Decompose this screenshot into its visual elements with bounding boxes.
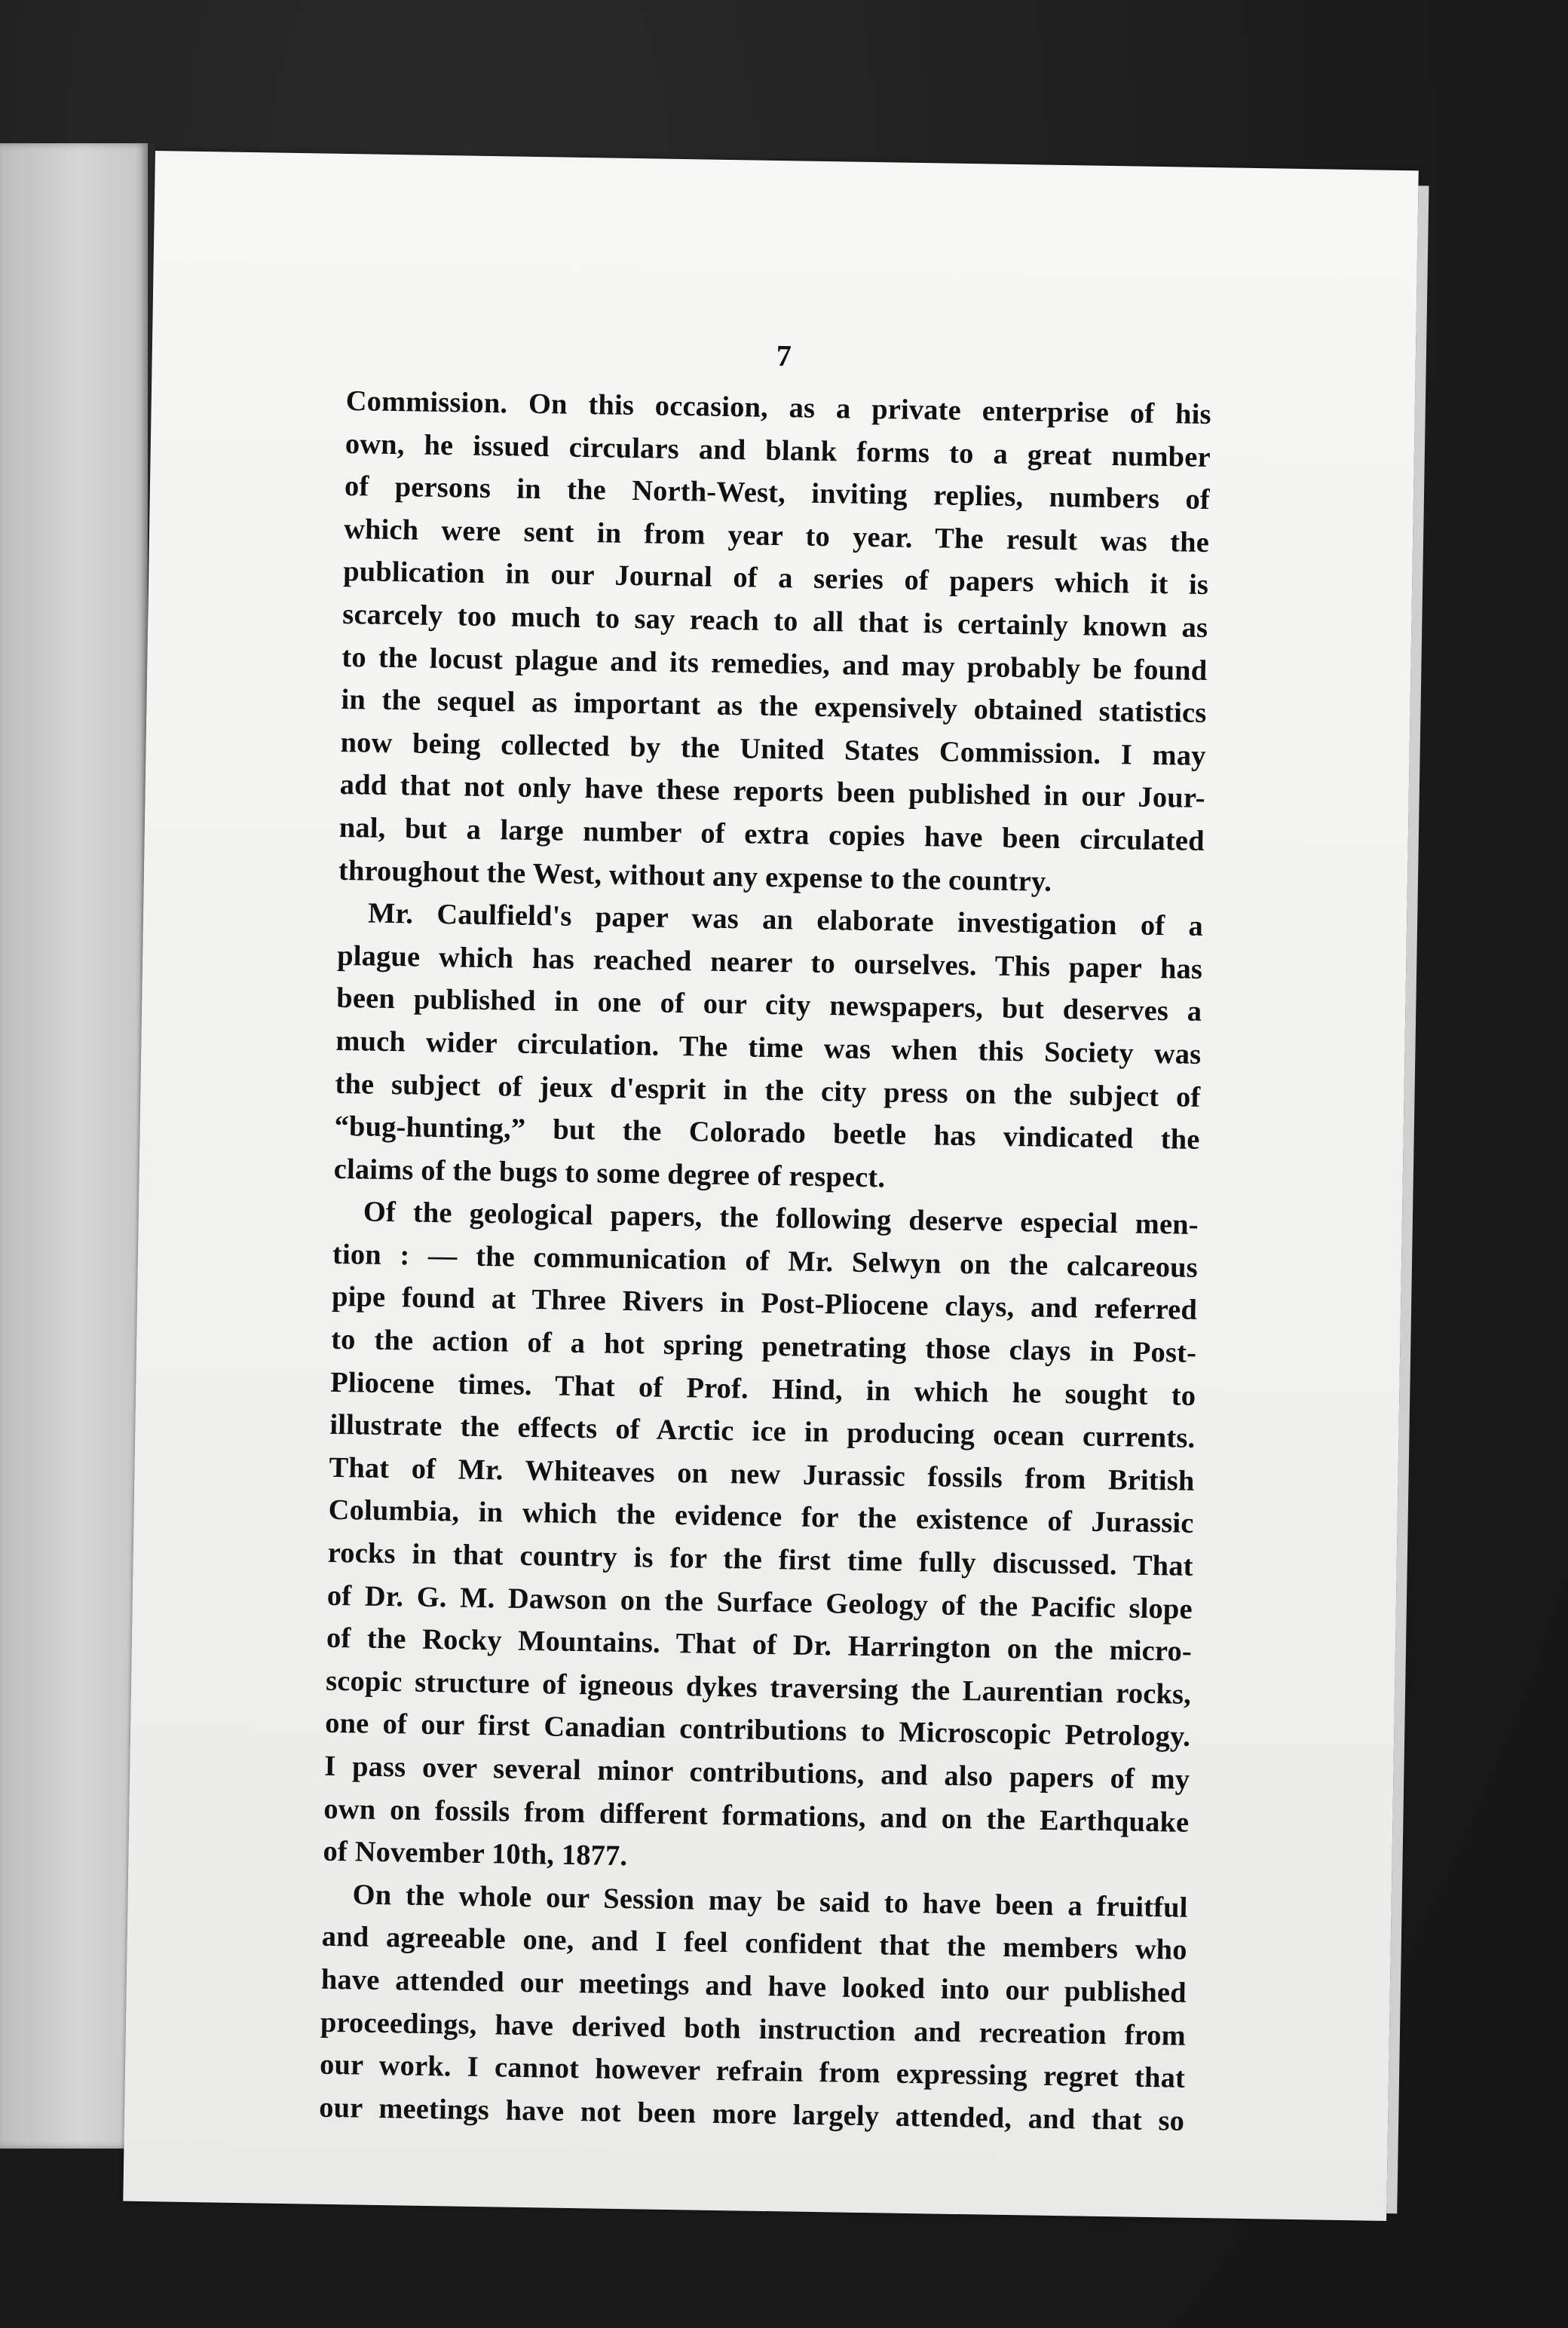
paragraph: [338, 380, 1212, 905]
text-line: which were sent in from year to year. The result was the: [343, 513, 1210, 559]
text-line: Mr. Caulfield's paper was an elaborate investigation of a: [367, 897, 1204, 943]
text-line: That of Mr. Whiteaves on new Jurassic fossils from British: [329, 1451, 1195, 1497]
text-line: the subject of jeux d'esprit in the city press on the subject of: [335, 1068, 1201, 1113]
text-line: have attended our meetings and have looked into our published: [320, 1963, 1187, 2009]
text-line: tion : — the communication of Mr. Selwyn on the calcareous: [332, 1238, 1199, 1284]
text-line: “bug-hunting,” but the Colorado beetle has vindicated the: [334, 1110, 1200, 1156]
text-line: illustrate the effects of Arctic ice in producing ocean currents.: [329, 1409, 1196, 1455]
text-line: pipe found at Three Rivers in Post-Pliocene clays, and referred: [331, 1281, 1198, 1327]
text-line: add that not only have these reports been published in our Jour-: [339, 769, 1206, 815]
text-line: claims of the bugs to some degree of respect.: [333, 1153, 886, 1194]
text-line: Pliocene times. That of Prof. Hind, in which he sought to: [330, 1366, 1196, 1412]
text-line: I pass over several minor contributions, and also papers of my: [324, 1750, 1190, 1796]
text-line: of November 10th, 1877.: [323, 1835, 628, 1873]
text-line: Columbia, in which the evidence for the existence of Jurassic: [328, 1494, 1194, 1540]
text-line: scarcely too much to say reach to all that is certainly known as: [342, 598, 1208, 644]
text-line: own on fossils from different formations, and on the Earthquake: [323, 1793, 1190, 1839]
text-line: our meetings have not been more largely attended, and that so: [318, 2091, 1185, 2137]
text-line: Of the geological papers, the following deserve especial men-: [363, 1196, 1199, 1242]
text-line: On the whole our Session may be said to have been a fruitful: [352, 1879, 1188, 1924]
text-line: nal, but a large number of extra copies have been circulated: [338, 811, 1205, 857]
adjacent-page: [0, 143, 148, 2149]
text-line: throughout the West, without any expense to the country.: [338, 854, 1052, 898]
text-line: been published in one of our city newspapers, but deserves a: [336, 982, 1202, 1028]
paragraph: [333, 892, 1203, 1204]
text-line: plague which has reached nearer to ourselves. This paper has: [336, 939, 1203, 985]
text-line: of persons in the North-West, inviting replies, numbers of: [344, 470, 1211, 516]
text-line: rocks in that country is for the first time fully discussed. That: [327, 1536, 1194, 1582]
text-line: own, he issued circulars and blank forms to a great number: [345, 427, 1211, 473]
text-line: much wider circulation. The time was when this Society was: [335, 1025, 1202, 1071]
text-line: scopic structure of igneous dykes traversing the Laurentian rocks,: [325, 1665, 1192, 1711]
page-number: 7: [776, 338, 792, 373]
text-line: in the sequel as important as the expensively obtained statistics: [341, 684, 1207, 730]
text-line: to the locust plague and its remedies, and may probably be found: [341, 641, 1208, 687]
text-line: Commission. On this occasion, as a private enterprise of his: [345, 385, 1212, 431]
paragraph: [319, 1873, 1188, 2143]
text-line: to the action of a hot spring penetrating those clays in Post-: [330, 1323, 1197, 1369]
text-line: and agreeable one, and I feel confident that the members who: [321, 1921, 1188, 1967]
text-line: of the Rocky Mountains. That of Dr. Harrington on the micro-: [326, 1622, 1193, 1668]
paragraph: [323, 1190, 1199, 1886]
text-line: now being collected by the United States Commission. I may: [340, 726, 1206, 772]
text-line: publication in our Journal of a series of papers which it is: [342, 556, 1209, 602]
text-line: one of our first Canadian contributions to Microscopic Petrology.: [324, 1708, 1191, 1754]
text-line: proceedings, have derived both instruction and recreation from: [320, 2006, 1187, 2052]
document-page: [123, 151, 1419, 2221]
text-line: of Dr. G. M. Dawson on the Surface Geology of the Pacific slope: [326, 1579, 1193, 1625]
body-text: [319, 380, 1211, 2143]
text-line: our work. I cannot however refrain from expressing regret that: [319, 2048, 1186, 2094]
